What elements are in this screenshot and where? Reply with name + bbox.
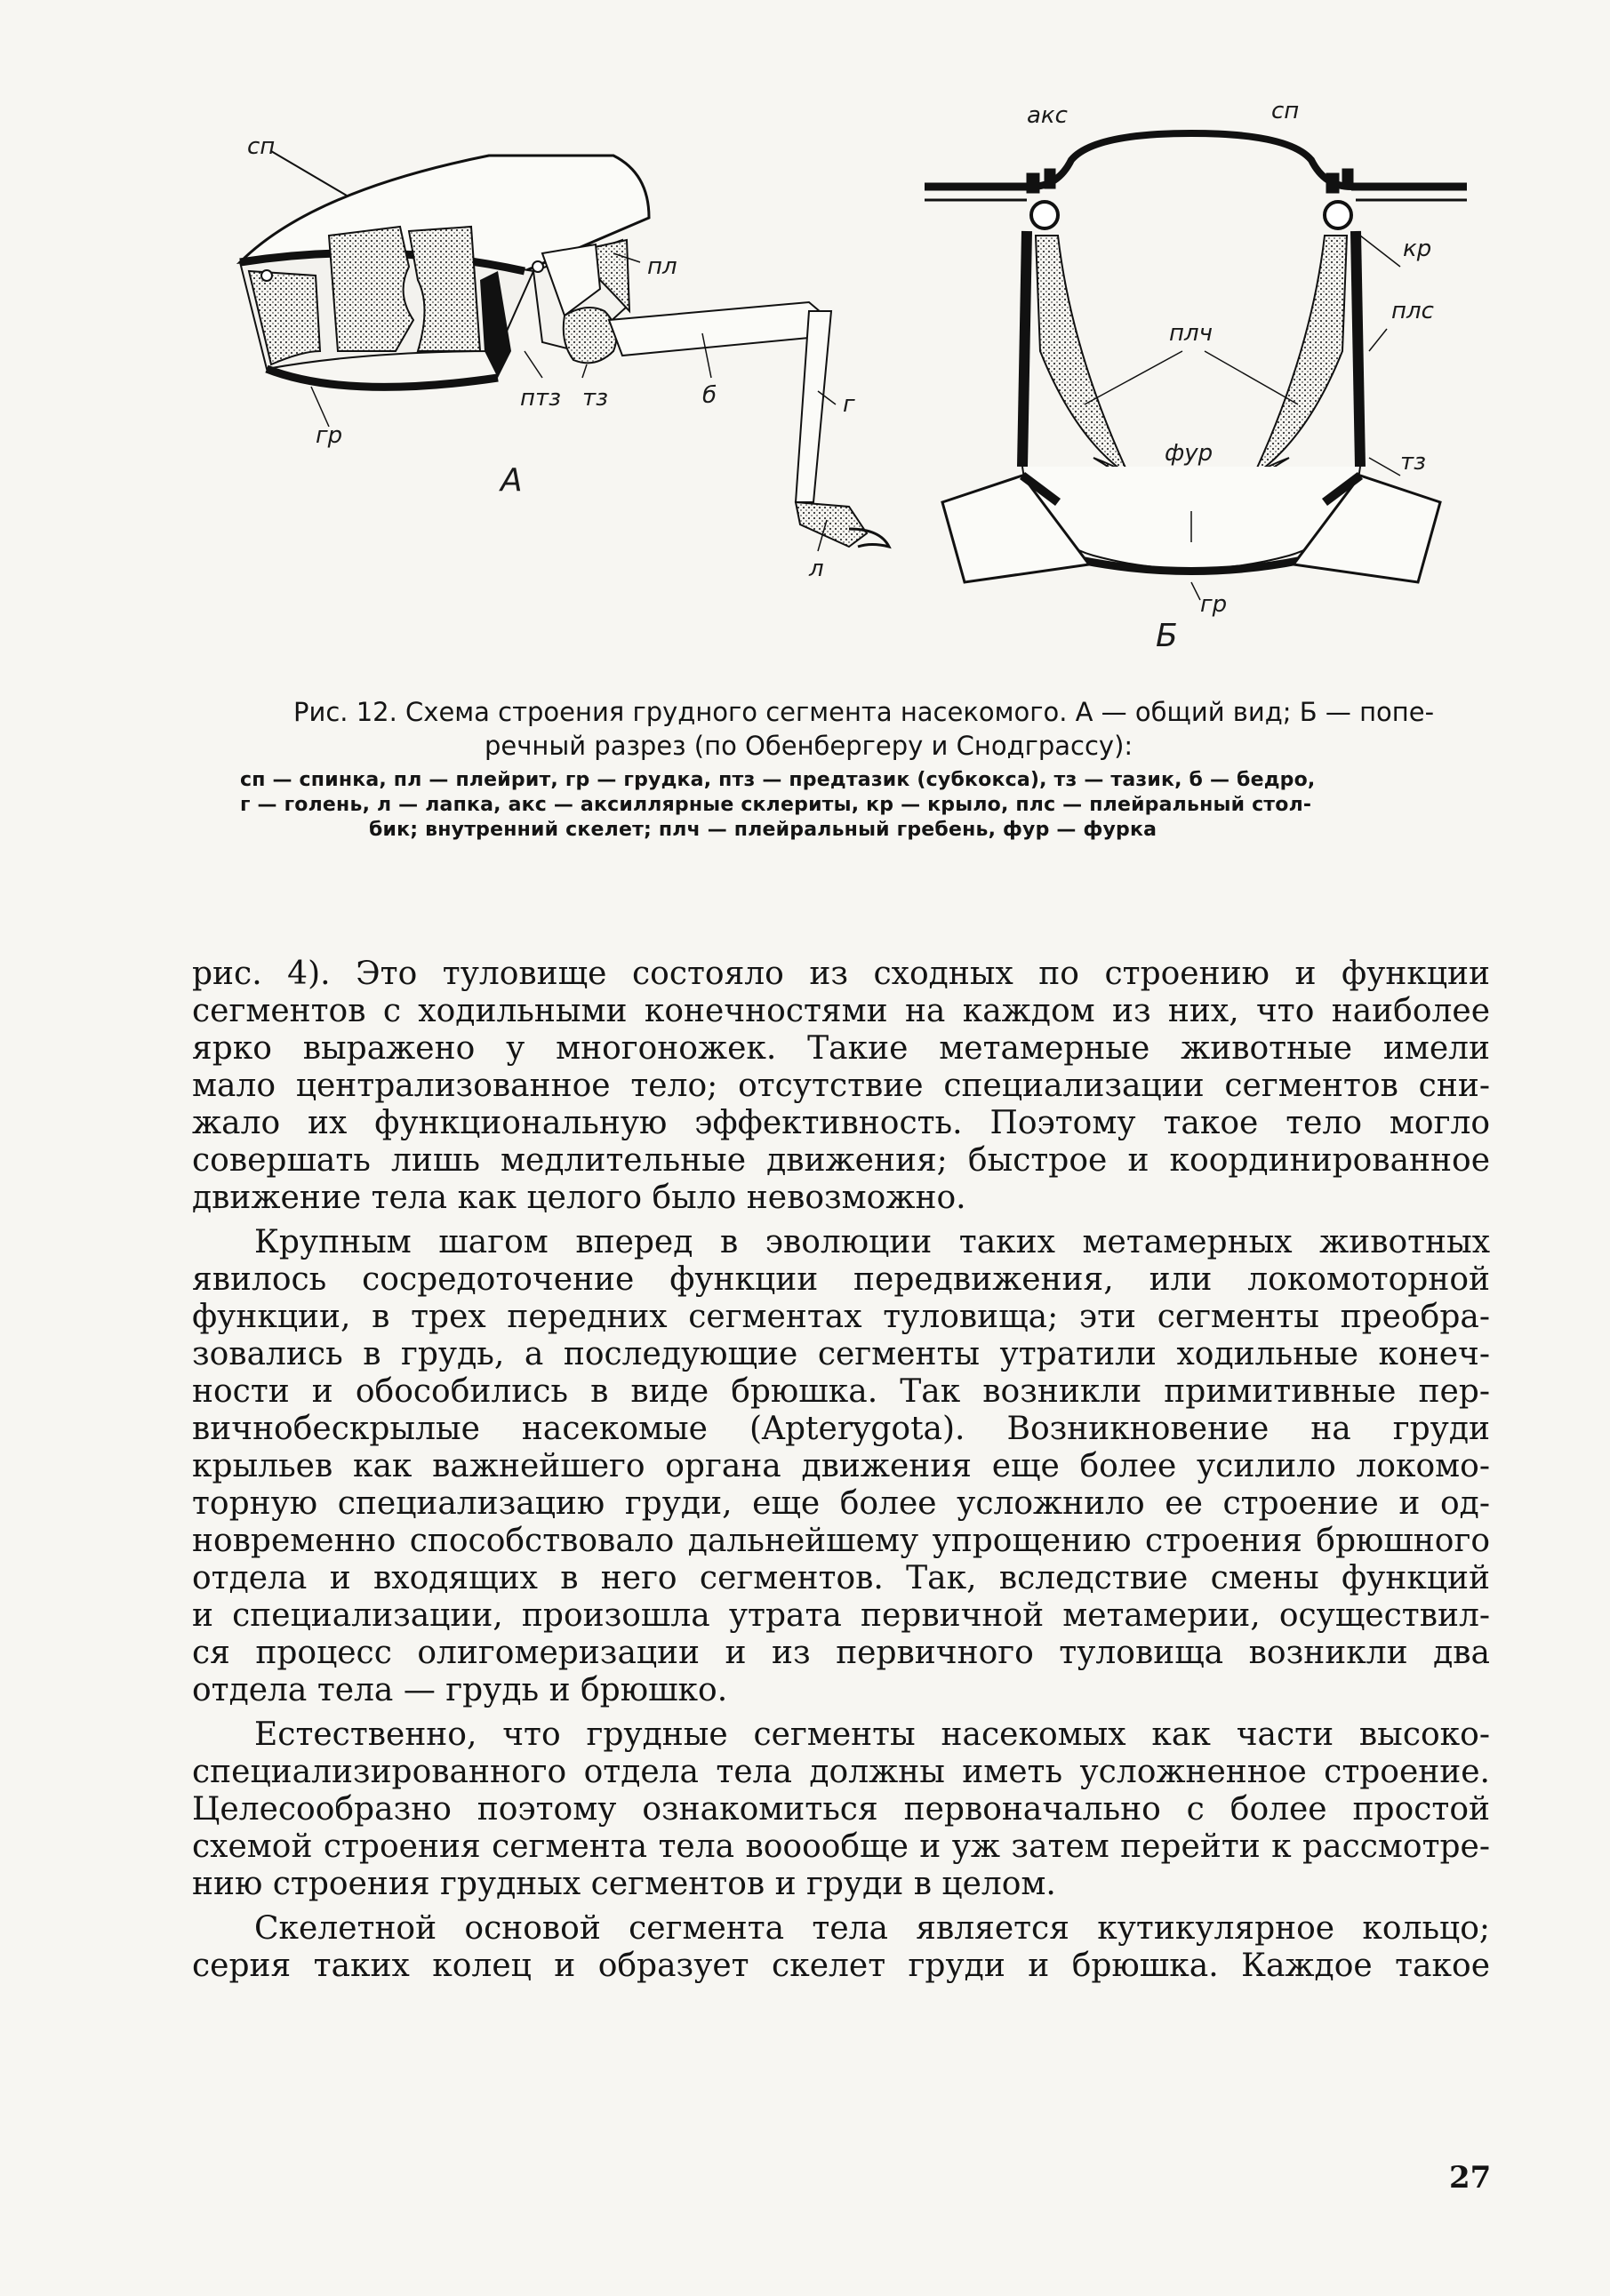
text-line: Целесообразно поэтому ознакомиться первоначально с более простой [192,1791,1490,1828]
caption-title [293,695,1520,763]
text-line: движение тела как целого было невозможно. [192,1180,966,1216]
label-b-fur: фур [1165,440,1214,467]
text-line: мало централизованное тело; отсутствие специализации сегментов сни- [192,1068,1490,1104]
label-a-l: л [809,556,824,582]
text-line: торную специализацию груди, еще более усложнило ее строение и од- [192,1485,1490,1522]
caption-legend [240,768,1520,843]
text-line: отдела и входящих в него сегментов. Так, вследствие смены функций [192,1560,1490,1596]
text-line: серия таких колец и образует скелет груди и брюшка. Каждое такое [192,1948,1490,1984]
label-b-gr: гр [1200,591,1228,618]
panel-b-letter: Б [1156,618,1178,654]
text-line: сегментов с ходильными конечностями на каждом из них, что наиболее [192,993,1490,1029]
paragraph-2 [192,1224,1490,1709]
text-line: схемой строения сегмента тела вооообще и уж затем перейти к рассмотре- [192,1828,1490,1865]
text-line: Крупным шагом вперед в эволюции таких метамерных животных [254,1224,1490,1260]
label-b-pls: плс [1391,298,1434,324]
panel-b-drawing [925,133,1467,600]
paragraph-1 [192,956,1490,1217]
label-b-sp: сп [1271,98,1300,124]
label-a-tz: тз [582,385,608,412]
label-a-b: б [702,382,717,409]
label-b-aks: акс [1027,102,1068,129]
text-line: совершать лишь медлительные движения; быстрое и координированное [192,1142,1490,1179]
text-line: нию строения грудных сегментов и груди в целом. [192,1866,1056,1902]
text-line: крыльев как важнейшего органа движения еще более усилило локомо- [192,1448,1490,1484]
text-line: специализированного отдела тела должны иметь усложненное строение. [192,1754,1490,1790]
text-line: функции, в трех передних сегментах туловища; эти сегменты преобра- [192,1299,1490,1335]
text-line: ся процесс олигомеризации и из первичного туловища возникли два [192,1635,1490,1671]
text-line: рис. 4). Это туловище состояло из сходных по строению и функции [192,956,1490,992]
label-b-plch: плч [1169,320,1213,347]
label-a-ptz: птз [520,385,561,412]
page-number: 27 [1449,2160,1492,2196]
paragraph-4 [192,1910,1490,1985]
text-line: явилось сосредоточение функции передвижения, или локомоторной [192,1261,1490,1298]
caption-line-2: речный разрез (по Обенбергеру и Снодграссу): [485,731,1133,761]
text-line: зовались в грудь, а последующие сегменты утратили ходильные конеч- [192,1336,1490,1372]
text-line: вичнобескрылые насекомые (Apterygota). Возникновение на груди [192,1411,1490,1447]
text-line: жало их функциональную эффективность. Поэтому такое тело могло [192,1105,1490,1141]
text-line: Естественно, что грудные сегменты насекомых как части высоко- [254,1716,1490,1753]
text-line: Скелетной основой сегмента тела является кутикулярное кольцо; [254,1910,1490,1947]
label-a-sp: сп [247,133,276,160]
text-line: и специализации, произошла утрата первичной метамерии, осуществил- [192,1597,1490,1634]
panel-a-drawing [240,151,889,551]
text-line: ярко выражено у многоножек. Такие метамерные животные имели [192,1030,1490,1067]
figure-12 [204,84,1511,680]
text-line: новременно способствовало дальнейшему упрощению строения брюшного [192,1523,1490,1559]
text-line: отдела тела — грудь и брюшко. [192,1672,728,1708]
label-b-kr: кр [1403,236,1432,262]
panel-a-letter: А [501,462,523,499]
text-line: ности и обособились в виде брюшка. Так возникли примитивные пер- [192,1373,1490,1410]
paragraph-3 [192,1716,1490,1903]
legend-line: сп — спинка, пл — плейрит, гр — грудка, птз — предтазик (субкокса), тз — тазик, б — бедро, [240,769,1316,791]
figure-caption [240,695,1520,843]
label-a-gr: гр [316,422,343,449]
figure-drawing [204,84,1511,680]
caption-line-1: Рис. 12. Схема строения грудного сегмента насекомого. А — общий вид; Б — попе- [293,697,1435,727]
body-text [192,956,1490,1992]
label-a-pl: пл [647,253,677,280]
legend-line: бик; внутренний скелет; плч — плейральный гребень, фур — фурка [369,819,1157,841]
legend-line: г — голень, л — лапка, акс — аксиллярные склериты, кр — крыло, плс — плейральный стол- [240,794,1312,816]
label-b-tz: тз [1400,449,1426,476]
label-a-g: г [843,391,855,418]
